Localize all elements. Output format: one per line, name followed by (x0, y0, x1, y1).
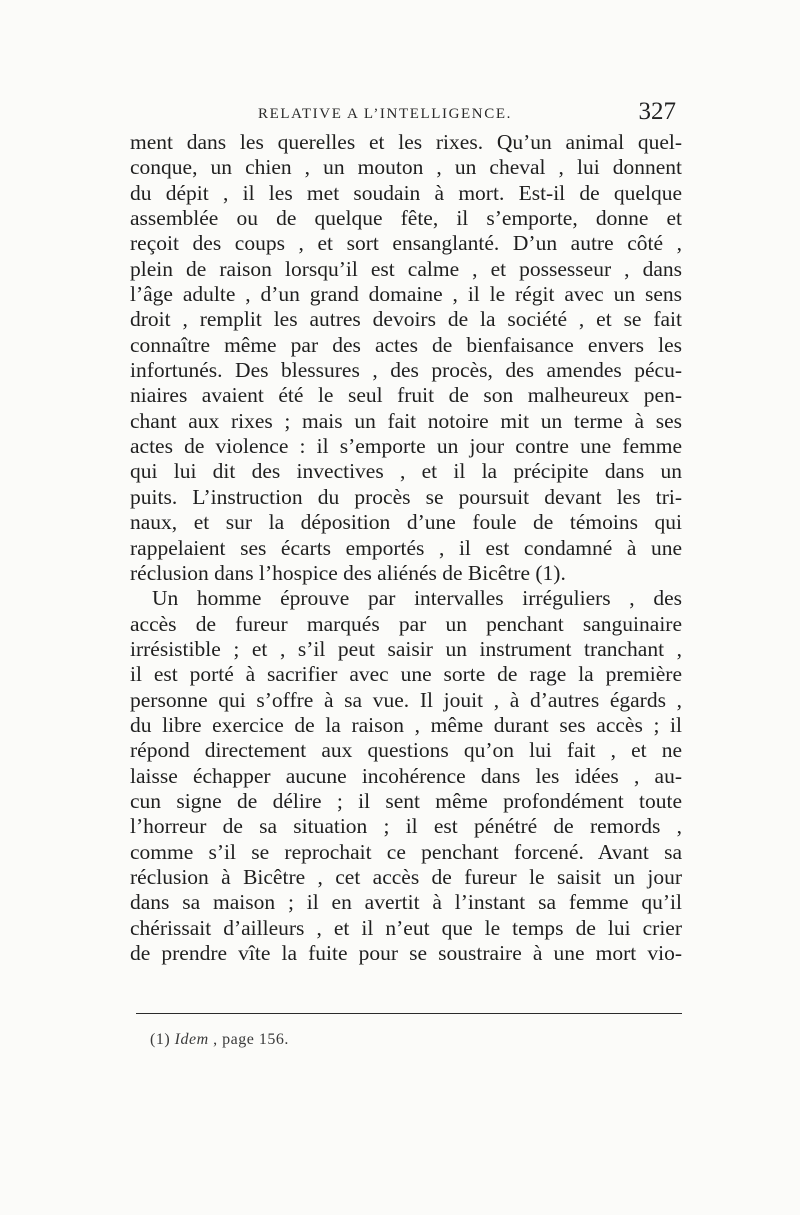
text-line: chérissait d’ailleurs , et il n’eut que le temps de lui crier (130, 915, 682, 940)
running-title: RELATIVE A L’INTELLIGENCE. (258, 106, 512, 122)
footnote-source: Idem (174, 1031, 209, 1048)
text-line: assemblée ou de quelque fête, il s’emporte, donne et (130, 206, 682, 231)
text-line: dans sa maison ; il en avertit à l’instant sa femme qu’il (130, 890, 682, 915)
text-line: puits. L’instruction du procès se poursuit devant les tri- (130, 484, 682, 509)
text-line: accès de fureur marqués par un penchant sanguinaire (130, 611, 682, 636)
text-line: du libre exercice de la raison , même durant ses accès ; il (130, 712, 682, 737)
text-line: connaître même par des actes de bienfaisance envers les (130, 332, 682, 357)
text-line: niaires avaient été le seul fruit de son malheureux pen- (130, 383, 682, 408)
page-number: 327 (638, 98, 676, 125)
text-line: irrésistible ; et , s’il peut saisir un instrument tranchant , (130, 636, 682, 661)
text-line: l’horreur de sa situation ; il est pénétré de remords , (130, 814, 682, 839)
footnote-divider (136, 1013, 682, 1014)
footnote (150, 1031, 289, 1049)
text-line: infortunés. Des blessures , des procès, des amendes pécu- (130, 358, 682, 383)
paragraph-end-line: réclusion dans l’hospice des aliénés de Bicêtre (1). (130, 560, 566, 585)
text-line: droit , remplit les autres devoirs de la société , et se fait (130, 307, 682, 332)
paragraph-start-line: Un homme éprouve par intervalles irréguliers , des (152, 586, 682, 611)
text-line: ment dans les querelles et les rixes. Qu’un animal quel- (130, 130, 682, 154)
text-line: plein de raison lorsqu’il est calme , et possesseur , dans (130, 256, 682, 281)
text-line: comme s’il se reprochait ce penchant forcené. Avant sa (130, 839, 682, 864)
text-line: répond directement aux questions qu’on lui fait , et ne (130, 738, 682, 763)
text-line: réclusion à Bicêtre , cet accès de fureur le saisit un jour (130, 864, 682, 889)
footnote-marker: (1) (150, 1031, 171, 1048)
running-head (130, 96, 682, 132)
text-line: l’âge adulte , d’un grand domaine , il le régit avec un sens (130, 282, 682, 307)
text-line: il est porté à sacrifier avec une sorte de rage la première (130, 662, 682, 687)
text-line: cun signe de délire ; il sent même profondément toute (130, 788, 682, 813)
text-line: rappelaient ses écarts emportés , il est condamné à une (130, 535, 682, 560)
body-text (130, 130, 682, 966)
text-line: naux, et sur la déposition d’une foule de témoins qui (130, 510, 682, 535)
text-line: conque, un chien , un mouton , un cheval , lui donnent (130, 155, 682, 180)
text-line: reçoit des coups , et sort ensanglanté. D’un autre côté , (130, 231, 682, 256)
text-line: actes de violence : il s’emporte un jour contre une femme (130, 434, 682, 459)
text-line: qui lui dit des invectives , et il la précipite dans un (130, 459, 682, 484)
text-line: de prendre vîte la fuite pour se soustraire à une mort vio- (130, 941, 682, 965)
text-line: chant aux rixes ; mais un fait notoire mit un terme à ses (130, 408, 682, 433)
text-line: laisse échapper aucune incohérence dans les idées , au- (130, 763, 682, 788)
text-line: du dépit , il les met soudain à mort. Est-il de quelque (130, 180, 682, 205)
text-line: personne qui s’offre à sa vue. Il jouit , à d’autres égards , (130, 687, 682, 712)
footnote-page-ref: , page 156. (213, 1031, 289, 1048)
